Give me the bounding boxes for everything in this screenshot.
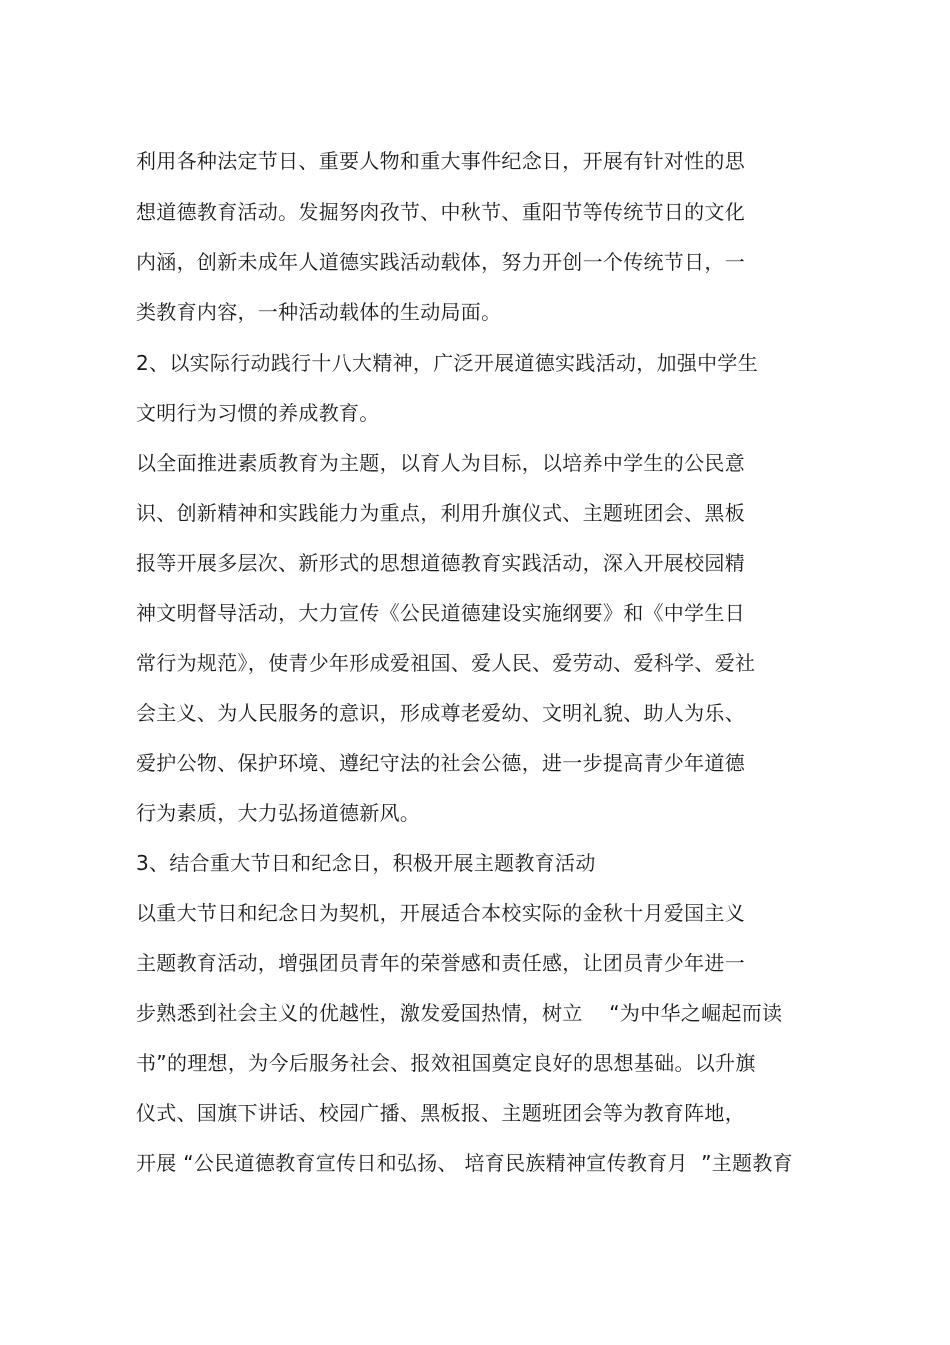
text-line: 书”的理想，为今后服务社会、报效祖国奠定良好的思想基础。以升旗 [136, 1051, 756, 1075]
text-line: 会主义、为人民服务的意识，形成尊老爱幼、文明礼貌、助人为乐、 [136, 701, 745, 725]
text-line: 仪式、国旗下讲话、校园广播、黑板报、主题班团会等为教育阵地， [136, 1101, 745, 1125]
text-line: 文明行为习惯的养成教育。 [136, 401, 380, 425]
text-line: 开展 “公民道德教育宣传日和弘扬、 培育民族精神宣传教育月 ”主题教育 [136, 1151, 793, 1175]
text-line: 常行为规范》，使青少年形成爱祖国、爱人民、爱劳动、爱科学、爱社 [136, 651, 756, 675]
text-line: 类教育内容，一种活动载体的生动局面。 [136, 300, 502, 324]
text-line: 想道德教育活动。发掘努肉孜节、中秋节、重阳节等传统节日的文化 [136, 200, 745, 224]
section-heading: 2、以实际行动践行十八大精神，广泛开展道德实践活动，加强中学生 [136, 351, 759, 375]
text-line: 报等开展多层次、新形式的思想道德教育实践活动，深入开展校园精 [136, 551, 745, 575]
text-line: 以全面推进素质教育为主题，以育人为目标，以培养中学生的公民意 [136, 451, 745, 475]
text-line: 步熟悉到社会主义的优越性，激发爱国热情，树立 “为中华之崛起而读 [136, 1001, 783, 1025]
section-heading: 3、结合重大节日和纪念日，积极开展主题教育活动 [136, 851, 596, 875]
text-line: 利用各种法定节日、重要人物和重大事件纪念日，开展有针对性的思 [136, 149, 745, 173]
text-line: 行为素质，大力弘扬道德新风。 [136, 801, 421, 825]
text-line: 识、创新精神和实践能力为重点，利用升旗仪式、主题班团会、黑板 [136, 501, 745, 525]
text-line: 内涵，创新未成年人道德实践活动载体，努力开创一个传统节日，一 [136, 250, 745, 274]
text-line: 神文明督导活动，大力宣传《公民道德建设实施纲要》和《中学生日 [136, 601, 745, 625]
text-line: 主题教育活动，增强团员青年的荣誉感和责任感，让团员青少年进一 [136, 951, 745, 975]
text-line: 爱护公物、保护环境、遵纪守法的社会公德，进一步提高青少年道德 [136, 751, 745, 775]
text-line: 以重大节日和纪念日为契机，开展适合本校实际的金秋十月爱国主义 [136, 901, 745, 925]
